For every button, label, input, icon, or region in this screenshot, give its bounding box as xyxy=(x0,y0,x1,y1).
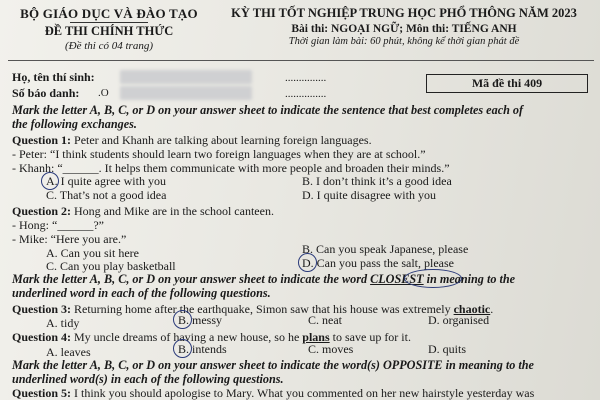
q4-option-d: D. quits xyxy=(428,342,467,356)
q1-option-c: C. That’s not a good idea xyxy=(46,188,167,202)
question-5 xyxy=(12,386,534,400)
question-3 xyxy=(12,302,493,317)
answer-circle-q3 xyxy=(173,310,192,329)
question-4-stem: My uncle dreams of having a new house, so he xyxy=(71,330,303,344)
question-1-line2: - Khanh: “______. It helps them communicate with more people and broaden their minds.” xyxy=(12,161,450,175)
id-dots: ............... xyxy=(285,88,327,100)
instruction-closest-pre: Mark the letter A, B, C, or D on your answer sheet to indicate the word xyxy=(12,272,371,286)
header-divider xyxy=(8,60,594,61)
candidate-id-label: Số báo danh: xyxy=(12,86,80,100)
q4-option-b: B. intends xyxy=(178,342,227,356)
exam-time: Thời gian làm bài: 60 phút, không kể thời gian phát đề xyxy=(288,36,520,47)
exam-title: KỲ THI TỐT NGHIỆP TRUNG HỌC PHỔ THÔNG NĂM 2023 xyxy=(231,6,577,20)
question-4-label: Question 4: xyxy=(12,330,72,344)
question-5-stem: I think you should apologise to Mary. What you commented on her new hairstyle yesterday was xyxy=(71,386,535,400)
closest-word-circle xyxy=(404,269,462,288)
instruction-closest-post: in meaning to the xyxy=(423,272,516,286)
question-1-line1: - Peter: “I think students should learn two foreign languages when they are at school.” xyxy=(12,147,426,161)
exam-subject: Bài thi: NGOẠI NGỮ; Môn thi: TIẾNG ANH xyxy=(291,23,517,35)
ministry-name: BỘ GIÁO DỤC VÀ ĐÀO TẠO xyxy=(20,6,198,21)
instruction-opposite: Mark the letter A, B, C, or D on your answer sheet to indicate the word(s) OPPOSITE in meaning to the xyxy=(12,358,534,372)
name-dots: ............... xyxy=(285,72,327,84)
q3-option-c: C. neat xyxy=(308,313,342,327)
redacted-id xyxy=(120,86,252,100)
candidate-name-label: Họ, tên thí sinh: xyxy=(12,70,95,84)
candidate-id-prefix: .O xyxy=(98,87,109,99)
header-right xyxy=(212,6,596,47)
q2-option-a: A. Can you sit here xyxy=(46,246,139,260)
q4-option-a: A. leaves xyxy=(46,345,91,359)
question-3-label: Question 3: xyxy=(12,302,72,316)
question-2-line2: - Mike: “Here you are.” xyxy=(12,232,127,246)
answer-circle-q1 xyxy=(41,172,59,190)
question-1-label: Question 1: xyxy=(12,133,72,147)
redacted-name xyxy=(120,70,252,84)
question-4-stem-end: to save up for it. xyxy=(329,330,411,344)
q2-option-b: B. Can you speak Japanese, please xyxy=(302,242,469,256)
question-3-stem: Returning home after the earthquake, Simon saw that his house was extremely xyxy=(71,302,454,316)
instruction-closest-word: CLOSEST xyxy=(370,272,424,286)
q4-option-c: C. moves xyxy=(308,342,354,356)
question-2-label: Question 2: xyxy=(12,204,72,218)
q2-option-d: D. Can you pass the salt, please xyxy=(302,256,454,270)
q3-option-a: A. tidy xyxy=(46,316,80,330)
exam-code-box: Mã đề thi 409 xyxy=(426,74,588,93)
question-1-stem: Peter and Khanh are talking about learning foreign languages. xyxy=(71,133,372,147)
q1-option-b: B. I don’t think it’s a good idea xyxy=(302,174,452,188)
header-left-underline xyxy=(70,22,148,23)
question-3-keyword: chaotic xyxy=(453,302,491,316)
answer-circle-q2 xyxy=(298,253,317,272)
question-2-line1: - Hong: “______?” xyxy=(12,218,104,232)
question-2-stem: Hong and Mike are in the school canteen. xyxy=(71,204,274,218)
official-exam-label: ĐỀ THI CHÍNH THỨC xyxy=(44,24,174,38)
answer-circle-q4 xyxy=(173,339,192,358)
instruction-best: Mark the letter A, B, C, or D on your answer sheet to indicate the sentence that best completes each of xyxy=(12,103,524,117)
instruction-best-cont: the following exchanges. xyxy=(12,117,137,131)
question-5-label: Question 5: xyxy=(12,386,72,400)
q2-option-c: C. Can you play basketball xyxy=(46,259,176,273)
header-left xyxy=(14,6,204,52)
q1-option-a: A. I quite agree with you xyxy=(46,174,166,188)
page-count: (Đề thi có 04 trang) xyxy=(65,40,153,52)
question-1 xyxy=(12,133,372,148)
instruction-opposite-cont: underlined word(s) in each of the following questions. xyxy=(12,372,284,386)
instruction-closest-cont: underlined word in each of the following questions. xyxy=(12,286,271,300)
question-3-stem-end: . xyxy=(490,302,494,316)
q1-option-d: D. I quite disagree with you xyxy=(302,188,436,202)
question-2 xyxy=(12,204,274,219)
question-4-keyword: plans xyxy=(302,330,330,344)
q3-option-b: B. messy xyxy=(178,313,223,327)
q3-option-d: D. organised xyxy=(428,313,490,327)
